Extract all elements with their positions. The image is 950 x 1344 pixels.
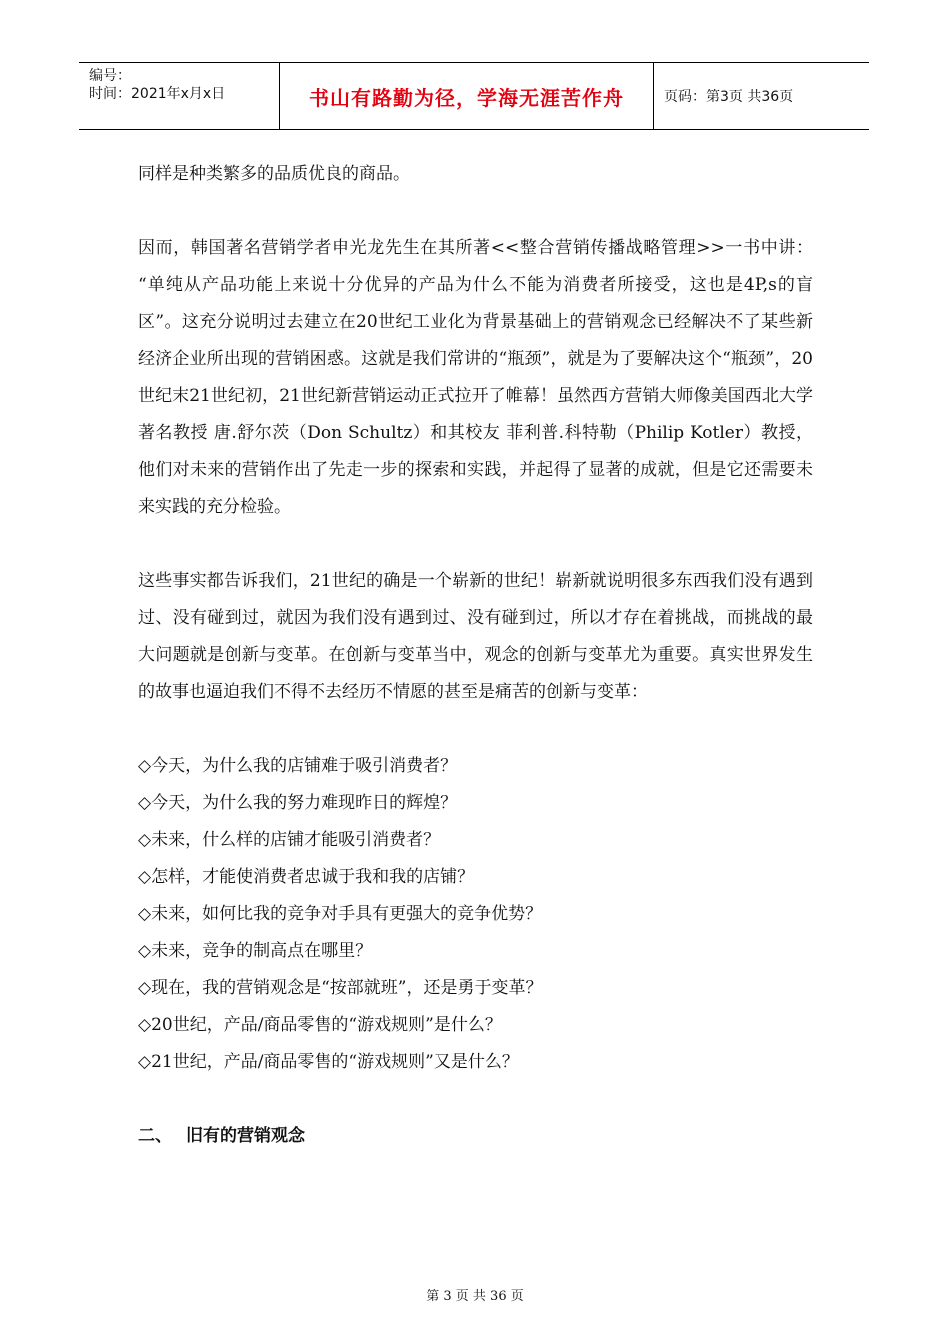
- header-page-info: 页码：第3页 共36页: [664, 89, 794, 105]
- document-number-label: 编号：: [89, 68, 131, 84]
- header-meta: [79, 63, 280, 129]
- question-item: ◇今天，为什么我的努力难现昨日的辉煌？: [138, 793, 458, 813]
- question-item: ◇今天，为什么我的店铺难于吸引消费者？: [138, 756, 458, 776]
- question-item: ◇未来，竞争的制高点在哪里？: [138, 941, 373, 961]
- question-item: ◇未来，如何比我的竞争对手具有更强大的竞争优势？: [138, 904, 543, 924]
- document-body: [138, 156, 813, 1155]
- paragraph: 同样是种类繁多的品质优良的商品。: [138, 164, 410, 184]
- section-title: 旧有的营销观念: [186, 1126, 305, 1146]
- page-header: [79, 62, 869, 130]
- section-heading: [138, 1118, 813, 1155]
- page-footer: 第 3 页 共 36 页: [426, 1289, 524, 1304]
- question-item: ◇21世纪，产品/商品零售的“游戏规则”又是什么？: [138, 1052, 519, 1072]
- paragraph: 这些事实都告诉我们，21世纪的确是一个崭新的世纪！崭新就说明很多东西我们没有遇到过、没有碰到过，就因为我们没有遇到过、没有碰到过，所以才存在着挑战，而挑战的最大问题就是创新与变革。在创新与变革当中，观念的创新与变革尤为重要。真实世界发生的故事也逼迫我们不得不去经历不情愿的甚至是痛苦的创新与变革：: [138, 571, 813, 702]
- paragraph: 因而，韩国著名营销学者申光龙先生在其所著<<整合营销传播战略管理>>一书中讲： “单纯从产品功能上来说十分优异的产品为什么不能为消费者所接受，这也是4P,s的盲区”。这充分说明过去建立在20世纪工业化为背景基础上的营销观念已经解决不了某些新经济企业所出现的营销困惑。这就是我们常讲的“瓶颈”，就是为了要解决这个“瓶颈”，20世纪末21世纪初，21世纪新营销运动正式拉开了帷幕！虽然西方营销大师像美国西北大学著名教授 唐.舒尔茨（Don Schultz）和其校友 菲利普.科特勒（Philip Kotler）教授，他们对未来的营销作出了先走一步的探索和实践，并起得了显著的成就，但是它还需要未来实践的充分检验。: [138, 238, 813, 517]
- section-number: 二、: [138, 1126, 172, 1146]
- header-motto: 书山有路勤为径，学海无涯苦作舟: [280, 63, 654, 129]
- question-item: ◇未来，什么样的店铺才能吸引消费者？: [138, 830, 441, 850]
- question-item: ◇现在，我的营销观念是“按部就班”，还是勇于变革？: [138, 978, 543, 998]
- question-item: ◇怎样，才能使消费者忠诚于我和我的店铺？: [138, 867, 475, 887]
- question-item: ◇20世纪，产品/商品零售的“游戏规则”是什么？: [138, 1015, 502, 1035]
- document-time: 时间：2021年x月x日: [89, 86, 226, 102]
